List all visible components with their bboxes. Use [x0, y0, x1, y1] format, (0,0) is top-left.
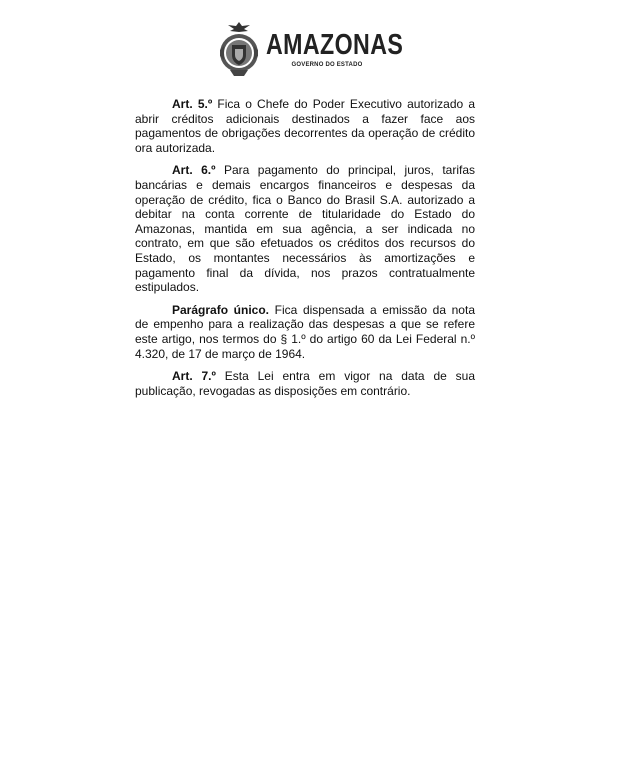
- government-subtitle: GOVERNO DO ESTADO: [291, 62, 363, 68]
- state-name: AMAZONAS: [266, 29, 404, 61]
- article-6: [135, 163, 475, 294]
- state-coat-of-arms-icon: [216, 20, 262, 78]
- article-text: Fica o Chefe do Poder Executivo autorizado a abrir créditos adicionais destinados a fazer face aos pagamentos de obrigações decorrentes da operação de crédito ora autorizada.: [135, 97, 475, 155]
- sole-paragraph: [135, 303, 475, 361]
- article-label: Parágrafo único.: [172, 302, 269, 317]
- article-text: Para pagamento do principal, juros, tarifas bancárias e demais encargos financeiros e despesas da operação de crédito, fica o Banco do Brasil S.A. autorizado a debitar na conta corrente de titularidade do Estado do Amazonas, mantida em sua agência, a ser indicada no contrato, em que são efetuados os créditos dos recursos do Estado, os montantes necessários às amortizações e pagamento final da dívida, nos prazos contratualmente estipulados.: [135, 163, 475, 295]
- article-text: Esta Lei entra em vigor na data de sua publicação, revogadas as disposições em contrário.: [135, 369, 475, 398]
- article-label: Art. 5.º: [172, 97, 213, 111]
- article-5: [135, 97, 475, 155]
- letterhead: [216, 20, 416, 78]
- article-7: [135, 369, 475, 398]
- article-text: Fica dispensada a emissão da nota de empenho para a realização das despesas a que se refere este artigo, nos termos do § 1.º do artigo 60 da Lei Federal n.º 4.320, de 17 de março de 1964.: [135, 302, 475, 361]
- article-label: Art. 6.º: [172, 163, 216, 178]
- law-text: [135, 97, 475, 406]
- article-label: Art. 7.º: [172, 369, 216, 384]
